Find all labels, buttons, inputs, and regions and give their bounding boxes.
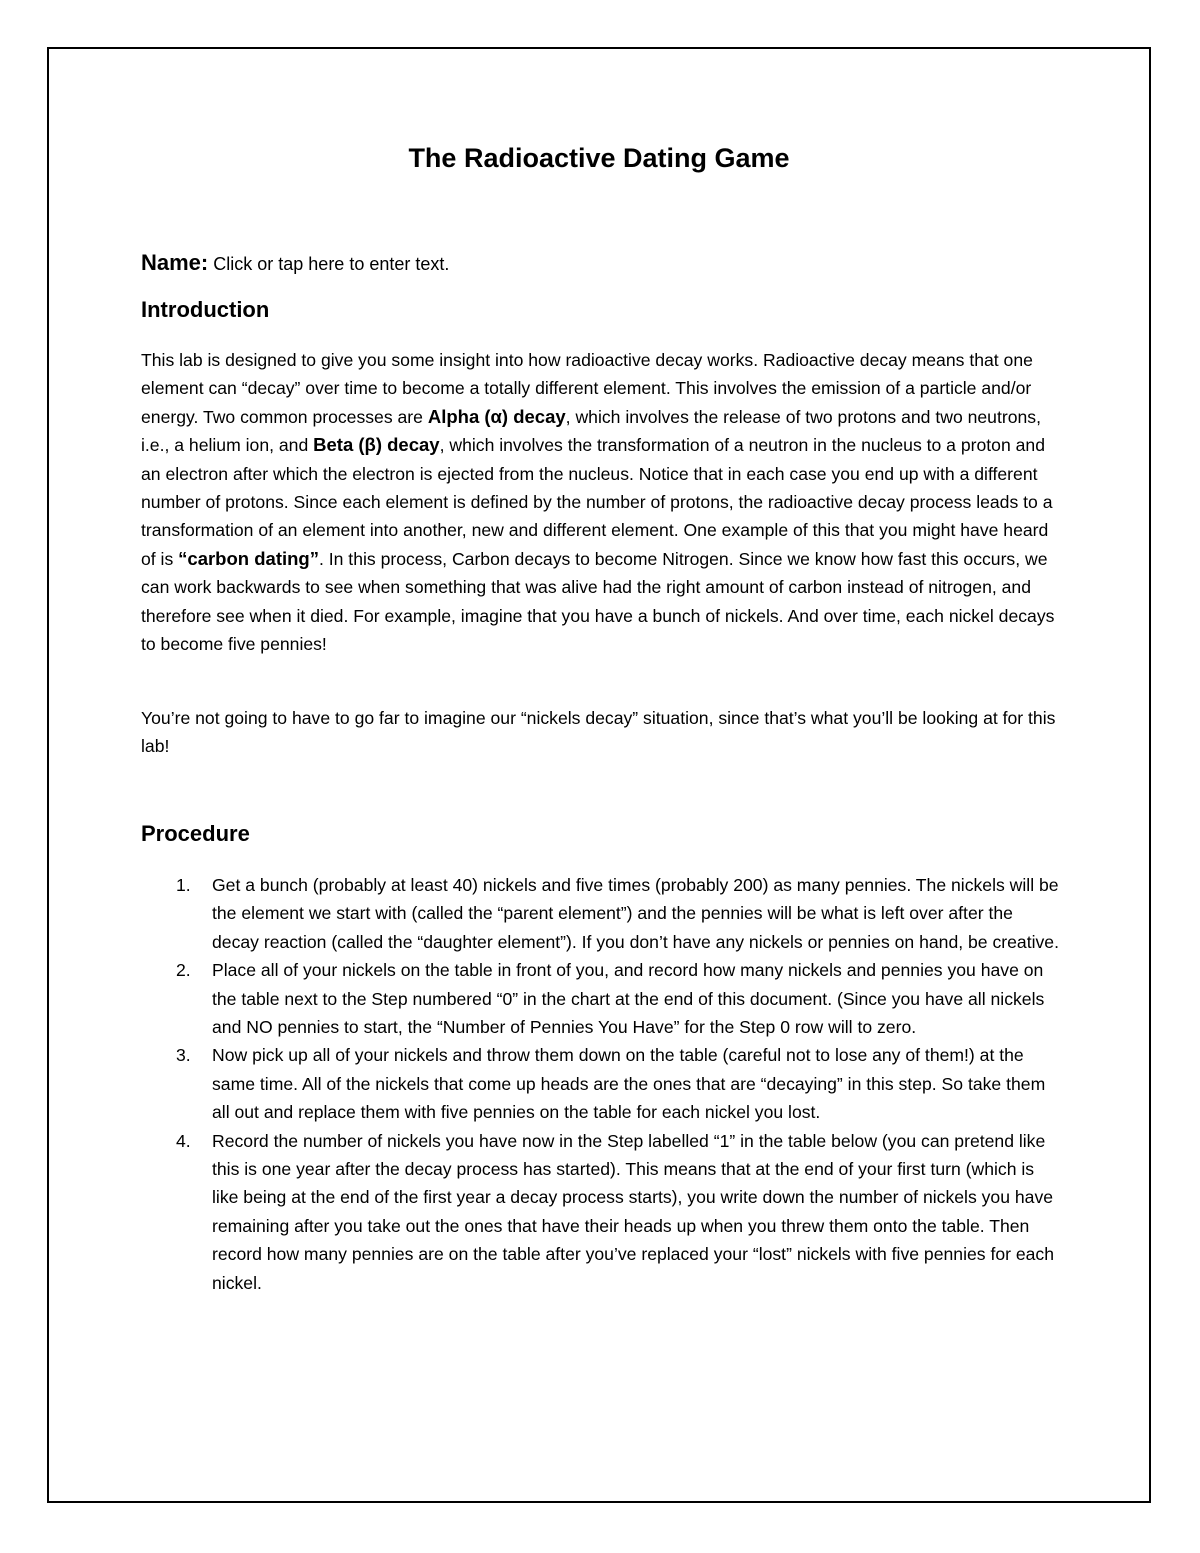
- intro-text-4: . In this process, Carbon decays to become Nitrogen. Since we know how fast this occurs, we can work backwards to see when something that was alive had the right amount of carbon instead of nitrogen, and therefore see when it died. For example, imagine that you have a bunch of nickels. And over time, each nickel decays to become five pennies!: [141, 548, 1055, 655]
- beta-decay-term: Beta (β) decay: [313, 434, 440, 456]
- carbon-dating-term: “carbon dating”: [178, 547, 319, 569]
- step-number: 2.: [176, 960, 191, 981]
- step-text: Get a bunch (probably at least 40) nickels and five times (probably 200) as many pennies. The nickels will be the element we start with (called the “parent element”) and the pennies will be what is left over after the decay reaction (called the “daughter element”). If you don’t have any nickels or pennies on hand, be creative.: [212, 875, 1059, 952]
- step-text: Record the number of nickels you have now in the Step labelled “1” in the table below (you can pretend like this is one year after the decay process has started). This means that at the end of your first turn (which is like being at the end of the first year a decay process starts), you write down the number of nickels you have remaining after you take out the ones that have their heads up when you threw them onto the table. Then record how many pennies are on the table after you’ve replaced your “lost” nickels with five pennies for each nickel.: [212, 1130, 1055, 1293]
- procedure-heading: Procedure: [141, 821, 250, 846]
- name-input-placeholder[interactable]: Click or tap here to enter text.: [213, 254, 450, 274]
- step-number: 1.: [176, 875, 191, 895]
- procedure-step: [141, 1041, 1061, 1126]
- introduction-paragraph: [141, 346, 1061, 658]
- introduction-heading: Introduction: [141, 297, 270, 322]
- intro-text-1: This lab is designed to give you some insight into how radioactive decay works. Radioactive decay means that one element can “decay” over time to become a totally different element. This involves the emission of a particle and/or energy. Two common processes are: [141, 350, 1033, 427]
- name-label: Name:: [141, 250, 209, 275]
- document-title: The Radioactive Dating Game: [408, 143, 790, 173]
- procedure-list: [141, 871, 1061, 1297]
- procedure-step: [141, 956, 1061, 1041]
- procedure-step: [141, 1127, 1061, 1297]
- intro-text-3: , which involves the transformation of a neutron in the nucleus to a proton and an electron after which the electron is ejected from the nucleus. Notice that in each case you end up with a different number of protons. Since each element is defined by the number of protons, the radioactive decay process leads to a transformation of an element into another, new and different element. One example of this that you might have heard of is: [141, 435, 1053, 569]
- step-number: 4.: [176, 1130, 191, 1151]
- alpha-decay-term: Alpha (α) decay: [427, 405, 566, 427]
- step-text: Place all of your nickels on the table in front of you, and record how many nickels and pennies you have on the table next to the Step numbered “0” in the chart at the end of this document. (Since you have all nickels and NO pennies to start, the “Number of Pennies You Have” for the Step 0 row will to zero.: [212, 960, 1045, 1038]
- introduction-paragraph-2: You’re not going to have to go far to imagine our “nickels decay” situation, since that’s what you’ll be looking at for this lab!: [141, 708, 1056, 757]
- name-line: [141, 250, 449, 276]
- intro-text-2: , which involves the release of two protons and two neutrons, i.e., a helium ion, and: [141, 406, 1041, 456]
- step-number: 3.: [176, 1045, 191, 1066]
- procedure-step: [141, 871, 1061, 956]
- step-text: Now pick up all of your nickels and throw them down on the table (careful not to lose any of them!) at the same time. All of the nickels that come up heads are the ones that are “decaying” in this step. So take them all out and replace them with five pennies on the table for each nickel you lost.: [212, 1045, 1046, 1123]
